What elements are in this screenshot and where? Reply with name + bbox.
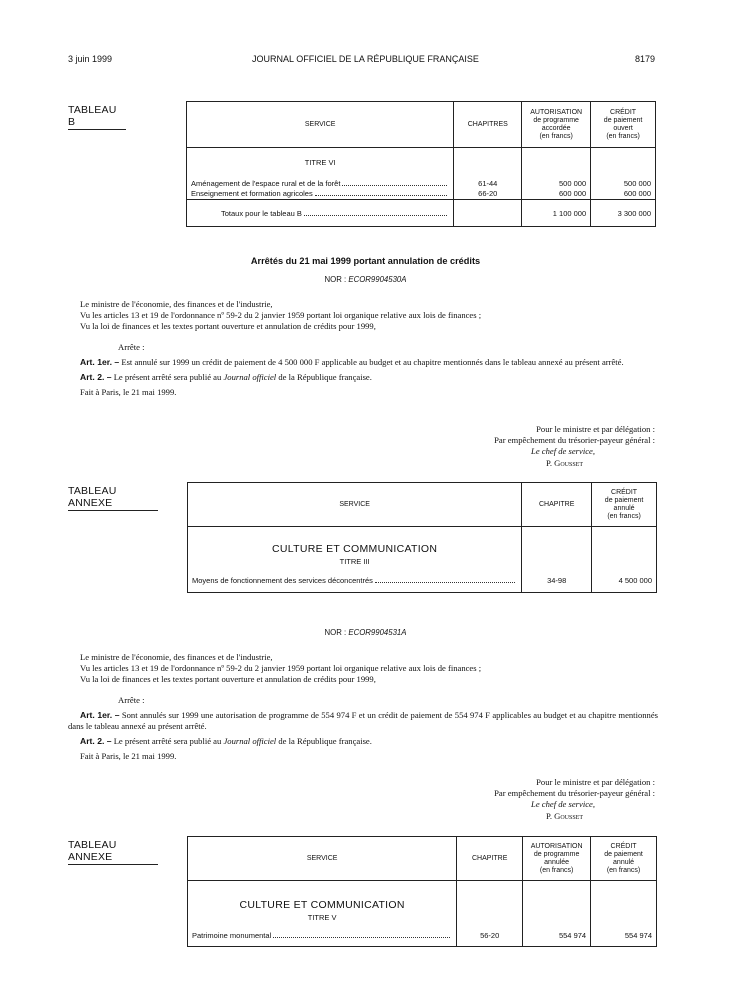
- col-service: SERVICE: [187, 102, 454, 148]
- titre-row: TITRE III: [188, 555, 522, 569]
- arrete1-body: Le ministre de l'économie, des finances et de l'industrie, Vu les articles 13 et 19 de l'ordonnance nº 59-2 du 2 janvier 1959 portant loi organique relative aux lois de finances ; Vu la loi de finances et les textes portant ouverture et annulation de crédits pour 1999, Arrête : Art. 1er. – Est annulé sur 1999 un crédit de paiement de 4 500 000 F applicable au budget et au chapitre mentionnés dans le tableau annexé au présent arrêté. Art. 2. – Le présent arrêté sera publié au Journal officiel de la République française. Fait à Paris, le 21 mai 1999.: [80, 299, 624, 398]
- nor-reference: NOR : ECOR9904530A: [324, 275, 407, 284]
- tableau-annexe-label: TABLEAU ANNEXE: [68, 485, 158, 511]
- tableau-annexe-label: TABLEAU ANNEXE: [68, 839, 158, 865]
- tableau-b-label: TABLEAU B: [68, 104, 126, 130]
- col-autorisation: AUTORISATION de programme accordée (en francs): [522, 102, 591, 148]
- col-chapitre: CHAPITRE: [522, 483, 592, 527]
- arrete-heading: Arrêtés du 21 mai 1999 portant annulation de crédits: [250, 256, 481, 266]
- arrete2-body: Le ministre de l'économie, des finances et de l'industrie, Vu les articles 13 et 19 de l'ordonnance nº 59-2 du 2 janvier 1959 portant loi organique relative aux lois de finances ; Vu la loi de finances et les textes portant ouverture et annulation de crédits pour 1999, Arrête : Art. 1er. – Sont annulés sur 1999 une autorisation de programme de 554 974 F et un crédit de paiement de 554 974 F applicables au budget et au chapitre mentionnés dans le tableau annexé au présent arrêté. Art. 2. – Le présent arrêté sera publié au Journal officiel de la République française. Fait à Paris, le 21 mai 1999.: [68, 652, 659, 762]
- col-autorisation: AUTORISATION de programme annulée (en francs): [523, 837, 591, 881]
- titre-row: TITRE V: [188, 911, 457, 925]
- tableau-b-table: [186, 101, 656, 227]
- col-service: SERVICE: [188, 837, 457, 881]
- tableau-annexe-table: [187, 836, 657, 947]
- tableau-annexe-table: [187, 482, 657, 593]
- col-credit: CRÉDIT de paiement annulé (en francs): [592, 483, 657, 527]
- header-date: 3 juin 1999: [68, 54, 113, 64]
- col-chapitres: CHAPITRES: [454, 102, 522, 148]
- ministere-title: CULTURE ET COMMUNICATION: [188, 881, 457, 911]
- table-row: Moyens de fonctionnement des services déconcentrés 34-98 4 500 000: [188, 569, 657, 593]
- signature-block: Pour le ministre et par délégation : Par empêchement du trésorier-payeur général : Le chef de service, P. Gousset: [494, 424, 655, 468]
- table-row: Enseignement et formation agricoles 66-20 600 000 600 000: [187, 189, 656, 200]
- col-service: SERVICE: [188, 483, 522, 527]
- col-chapitre: CHAPITRE: [457, 837, 523, 881]
- col-credit: CRÉDIT de paiement ouvert (en francs): [591, 102, 656, 148]
- header-title: JOURNAL OFFICIEL DE LA RÉPUBLIQUE FRANÇAISE: [252, 54, 479, 64]
- table-row: Patrimoine monumental 56-20 554 974 554 974: [188, 925, 657, 947]
- header-page-number: 8179: [634, 54, 655, 64]
- totals-row: Totaux pour le tableau B 1 100 000 3 300 000: [187, 200, 656, 227]
- nor-reference: NOR : ECOR9904531A: [324, 628, 407, 637]
- table-row: Aménagement de l'espace rural et de la forêt 61-44 500 000 500 000: [187, 178, 656, 189]
- titre-row: TITRE VI: [187, 148, 454, 178]
- col-credit: CRÉDIT de paiement annulé (en francs): [591, 837, 657, 881]
- signature-block: Pour le ministre et par délégation : Par empêchement du trésorier-payeur général : Le chef de service, P. Gousset: [494, 777, 655, 821]
- ministere-title: CULTURE ET COMMUNICATION: [188, 527, 522, 555]
